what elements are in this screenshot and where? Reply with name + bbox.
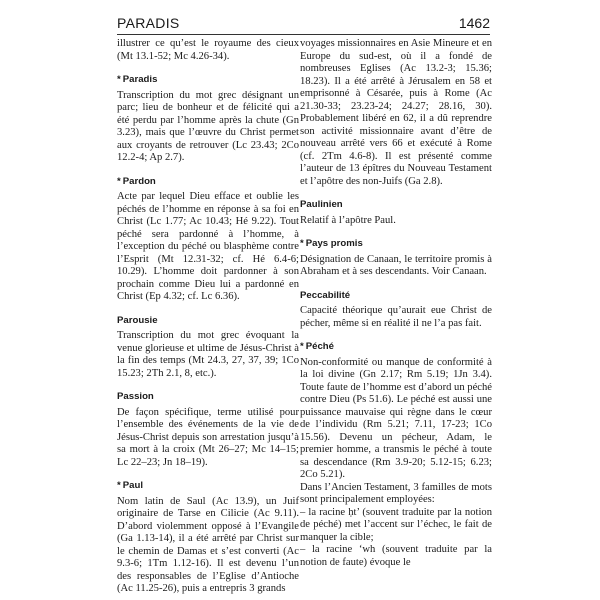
headword-text: Paulinien <box>300 199 343 210</box>
star-marker: * <box>300 341 304 352</box>
entry-paragraph: – la racine ‘wh (souvent traduite par la notion de faute) évoque le <box>300 544 492 568</box>
entry-definition: Acte par lequel Dieu efface et oublie les péchés de l’homme en réponse à sa foi en Christ (Lc 1.77; Ac 10.43; Hé 9.22). Tout péché sera pardonné à l’homme, à l’exception du péché ou blasphème contre l’Esprit (Mt 12.31-32; cf. Hé 6.4-6; 10.29). L’homme doit pardonner à son prochain comme Dieu lui a pardonné en Christ (Ep 4.32; cf. Lc 6.36). <box>117 191 299 302</box>
entry-paragraph: Dans l’Ancien Testament, 3 familles de mots sont principalement employées: <box>300 481 492 505</box>
entry-headword <box>300 290 492 303</box>
headword-text: Parousie <box>117 314 158 326</box>
star-marker: * <box>300 238 304 249</box>
continuation-text: voyages missionnaires en Asie Mineure et en Europe du sud-est, où il a fondé de nombreuses Eglises (Ac 13.2-3; 15.36; 18.23). Il a été arrêté à Jérusalem en 58 et emprisonné à Césarée, puis à Rome (Ac 21.30-33; 23.23-24; 24.27; 28.16, 30). Probablement libéré en 62, il a dû reprendre son activité missionnaire avant d’être de nouveau arrêté vers 66 et exécuté à Rome (cf. 2Tm 4.6-8). Il est présenté comme l’auteur de 13 épîtres du Nouveau Testament et l’apôtre des non-Juifs (Ga 2.8). <box>300 38 492 187</box>
page-number: 1462 <box>458 15 490 31</box>
entry-paulinien <box>300 199 492 227</box>
headword-text: Pays promis <box>305 238 363 249</box>
entry-definition: Non-conformité ou manque de conformité à la loi divine (Gn 2.17; Rm 5.19; 1Jn 3.4). Toute faute de l’homme est d’abord un péché contre Dieu (Ps 51.6). Le péché est aussi une puissance mauvaise qui règne dans le cœur de l’individu (Rm 5.21; 7.11, 17-23; 1Co 15.56). Devenu un pécheur, Adam, le premier homme, a transmis le péché à toute sa descendance (Rm 3.9-20; 5.12-15; 6.23; 2Co 5.21). <box>300 356 492 480</box>
headword-text: Passion <box>117 391 154 402</box>
entry-definition: Transcription du mot grec désignant un parc; lieu de bonheur et de félicité qui a été perdu par l’homme après la chute (Gn 3.23), mais que l’œuvre du Christ permet aux croyants de retrouver (Lc 23.43; 2Co 12.2-4; Ap 2.7). <box>117 89 299 163</box>
star-marker: * <box>117 480 121 491</box>
entry-headword <box>300 199 492 212</box>
entry-headword <box>117 391 299 404</box>
entry-paragraph: – la racine ḥt’ (souvent traduite par la notion de péché) met l’accent sur l’échec, le fait de manquer la cible; <box>300 506 492 543</box>
entry-paradis <box>117 74 299 165</box>
entry-definition: Nom latin de Saul (Ac 13.9), un Juif originaire de Tarse en Cilicie (Ac 9.11). D’abord violemment opposé à l’Evangile (Ga 1.13-14), il a été arrêté par Christ sur le chemin de Damas et s’est converti (Ac 9.3-6; 1Tm 1.12-16). Il est devenu l’un des responsables de l’Eglise d’Antioche (Ac 11.25-26), puis a entrepris 3 grands <box>117 495 299 594</box>
entry-definition: Capacité théorique qu’aurait eue Christ de pécher, même si en réalité il ne l’a pas fait. <box>300 305 492 329</box>
entry-peccabilite <box>300 290 492 331</box>
headword-text: Paradis <box>122 74 158 85</box>
headword-text: Paul <box>122 480 143 491</box>
page-header <box>117 12 490 35</box>
entry-parousie <box>117 315 299 381</box>
headword-text: Péché <box>305 341 335 352</box>
continuation-text: illustrer ce qu’est le royaume des cieux (Mt 13.1-52; Mc 4.26-34). <box>117 38 299 62</box>
entry-definition: Relatif à l’apôtre Paul. <box>300 214 396 226</box>
entry-headword <box>117 74 299 87</box>
entry-passion <box>117 391 299 469</box>
running-head: PARADIS <box>117 15 180 31</box>
entry-pardon <box>117 176 299 304</box>
entry-definition: Transcription du mot grec évoquant la venue glorieuse et ultime de Jésus-Christ à la fin des temps (Mt 24.3, 27, 37, 39; 1Co 15.23; 2Th 2.1, 8, etc.). <box>117 330 299 379</box>
entry-definition: De façon spécifique, terme utilisé pour l’ensemble des événements de la vie de Jésus-Christ depuis son arrestation jusqu’à sa mort à la croix (Mt 26–27; Mc 14–15; Lc 22–23; Jn 18–19). <box>117 406 299 468</box>
right-column <box>300 38 492 569</box>
headword-text: Peccabilité <box>300 289 351 301</box>
entry-paul <box>117 480 299 596</box>
entry-headword <box>117 176 299 189</box>
entry-headword <box>300 238 492 251</box>
entry-headword <box>117 480 299 493</box>
headword-text: Pardon <box>122 175 156 187</box>
left-column <box>117 38 299 596</box>
entry-peche <box>300 341 492 569</box>
star-marker: * <box>117 74 121 85</box>
entry-pays-promis <box>300 238 492 279</box>
entry-headword <box>300 341 492 354</box>
star-marker: * <box>117 175 121 187</box>
entry-headword <box>117 315 299 328</box>
entry-definition: Désignation de Canaan, le territoire promis à Abraham et à ses descendants. Voir Canaan. <box>300 253 492 277</box>
